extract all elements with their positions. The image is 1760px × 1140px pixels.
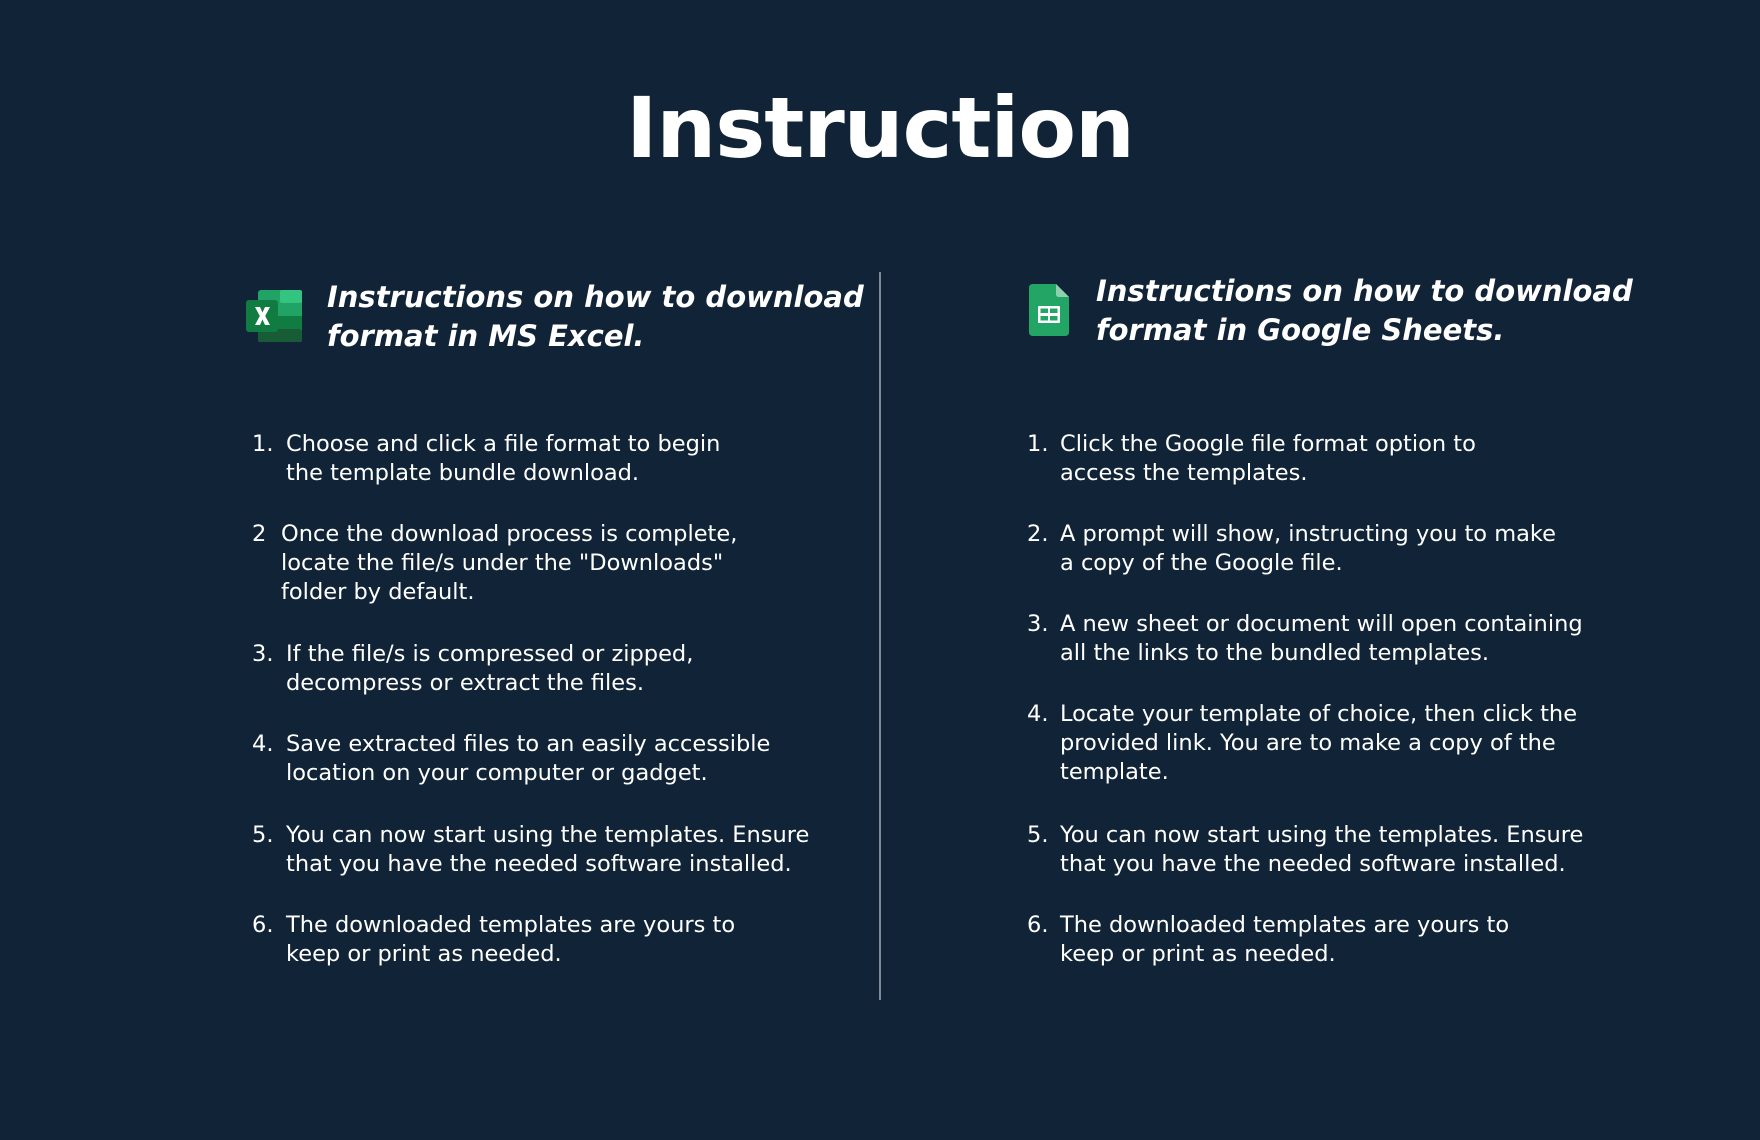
step-text: Locate your template of choice, then click the provided link. You are to make a copy of the template. bbox=[1060, 701, 1578, 785]
sheets-heading-line-1: Instructions on how to download bbox=[1096, 274, 1633, 308]
step-text: Once the download process is complete, locate the file/s under the "Downloads" folder by default. bbox=[281, 521, 738, 605]
column-divider bbox=[879, 272, 881, 1000]
step-number: 6. bbox=[252, 912, 274, 938]
excel-heading-line-2: format in MS Excel. bbox=[327, 319, 645, 353]
step-text: The downloaded templates are yours to keep or print as needed. bbox=[286, 912, 736, 967]
step-number: 4. bbox=[252, 731, 274, 757]
step-number: 5. bbox=[252, 822, 274, 848]
step-text: You can now start using the templates. Ensure that you have the needed software installed. bbox=[286, 822, 810, 877]
step-text: A new sheet or document will open containing all the links to the bundled templates. bbox=[1060, 611, 1583, 666]
step-number: 4. bbox=[1027, 701, 1049, 727]
ms-excel-icon bbox=[246, 290, 304, 342]
step-number: 1. bbox=[1027, 431, 1049, 457]
step-number: 3. bbox=[252, 641, 274, 667]
step-text: If the file/s is compressed or zipped, decompress or extract the files. bbox=[286, 641, 694, 696]
sheets-heading-line-2: format in Google Sheets. bbox=[1096, 313, 1505, 347]
step-number: 2. bbox=[1027, 521, 1049, 547]
google-sheets-icon bbox=[1029, 284, 1069, 336]
step-number: 2 bbox=[252, 521, 267, 547]
page-title: Instruction bbox=[626, 79, 1134, 177]
step-number: 5. bbox=[1027, 822, 1049, 848]
excel-heading-line-1: Instructions on how to download bbox=[327, 280, 864, 314]
step-number: 1. bbox=[252, 431, 274, 457]
step-text: Choose and click a file format to begin the template bundle download. bbox=[286, 431, 721, 486]
step-text: You can now start using the templates. Ensure that you have the needed software installed. bbox=[1060, 822, 1584, 877]
step-text: Save extracted files to an easily accessible location on your computer or gadget. bbox=[286, 731, 771, 786]
step-text: Click the Google file format option to access the templates. bbox=[1060, 431, 1476, 486]
step-text: A prompt will show, instructing you to make a copy of the Google file. bbox=[1060, 521, 1556, 576]
step-text: The downloaded templates are yours to keep or print as needed. bbox=[1060, 912, 1510, 967]
step-number: 6. bbox=[1027, 912, 1049, 938]
step-number: 3. bbox=[1027, 611, 1049, 637]
